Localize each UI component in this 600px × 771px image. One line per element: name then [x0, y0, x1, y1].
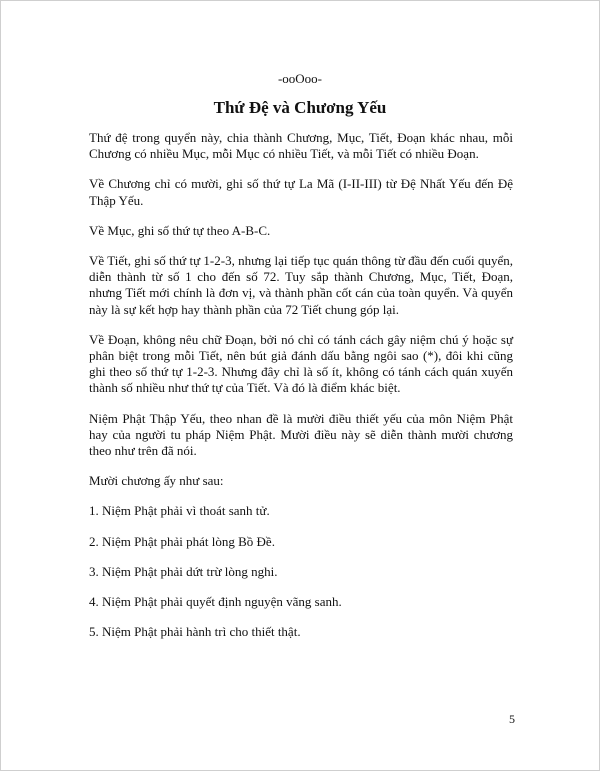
page-number: 5: [509, 712, 515, 726]
paragraph-chuong: Về Chương chỉ có mười, ghi số thứ tự La Mã (I-II-III) từ Đệ Nhất Yếu đến Đệ Thập Yếu.: [89, 176, 513, 208]
list-item: 5. Niệm Phật phải hành trì cho thiết thật.: [89, 624, 301, 640]
page-title: Thứ Đệ và Chương Yếu: [213, 98, 387, 117]
paragraph-intro: Thứ đệ trong quyển này, chia thành Chương, Mục, Tiết, Đoạn khác nhau, mỗi Chương có nhiều Mục, mỗi Mục có nhiều Tiết, và mỗi Tiết có nhiều Đoạn.: [89, 130, 513, 162]
list-item: 1. Niệm Phật phải vì thoát sanh tử.: [89, 503, 270, 519]
chapter-list: [89, 503, 513, 640]
document-body: [89, 130, 513, 654]
paragraph-list-intro: Mười chương ấy như sau:: [89, 473, 224, 489]
paragraph-doan: Về Đoạn, không nêu chữ Đoạn, bởi nó chỉ có tánh cách gây niệm chú ý hoặc sự phân biệt trong mỗi Tiết, nên bút giả đánh dấu bằng ngôi sao (*), đôi khi cũng ghi theo số thứ tự 1-2-3. Nhưng đây chỉ là số ít, không có tánh cách quán xuyến thành số nhiều như thứ tự của Tiết. Và đó là điểm khác biệt.: [89, 331, 513, 396]
list-item: 4. Niệm Phật phải quyết định nguyện vãng sanh.: [89, 594, 342, 610]
list-item: 3. Niệm Phật phải dứt trừ lòng nghi.: [89, 563, 278, 579]
paragraph-muc: Về Mục, ghi số thứ tự theo A-B-C.: [89, 222, 271, 238]
section-separator: -ooOoo-: [277, 71, 323, 86]
paragraph-tiet: Về Tiết, ghi số thứ tự 1-2-3, nhưng lại tiếp tục quán thông từ đầu đến cuối quyển, diễn thành từ số 1 cho đến số 72. Tuy sắp thành Chương, Mục, Tiết, Đoạn, nhưng Tiết mới chính là đơn vị, và thành phần cốt cán của toàn quyển. Và quyển này là sự kết hợp hay thành phần của 72 Tiết chung góp lại.: [89, 253, 513, 317]
list-item: 2. Niệm Phật phải phát lòng Bồ Đề.: [89, 533, 275, 549]
paragraph-niem-phat-thap-yeu: Niệm Phật Thập Yếu, theo nhan đề là mười điều thiết yếu của môn Niệm Phật hay của người tu pháp Niệm Phật. Mười điều này sẽ diễn thành mười chương theo như trên đã nói.: [89, 410, 513, 459]
